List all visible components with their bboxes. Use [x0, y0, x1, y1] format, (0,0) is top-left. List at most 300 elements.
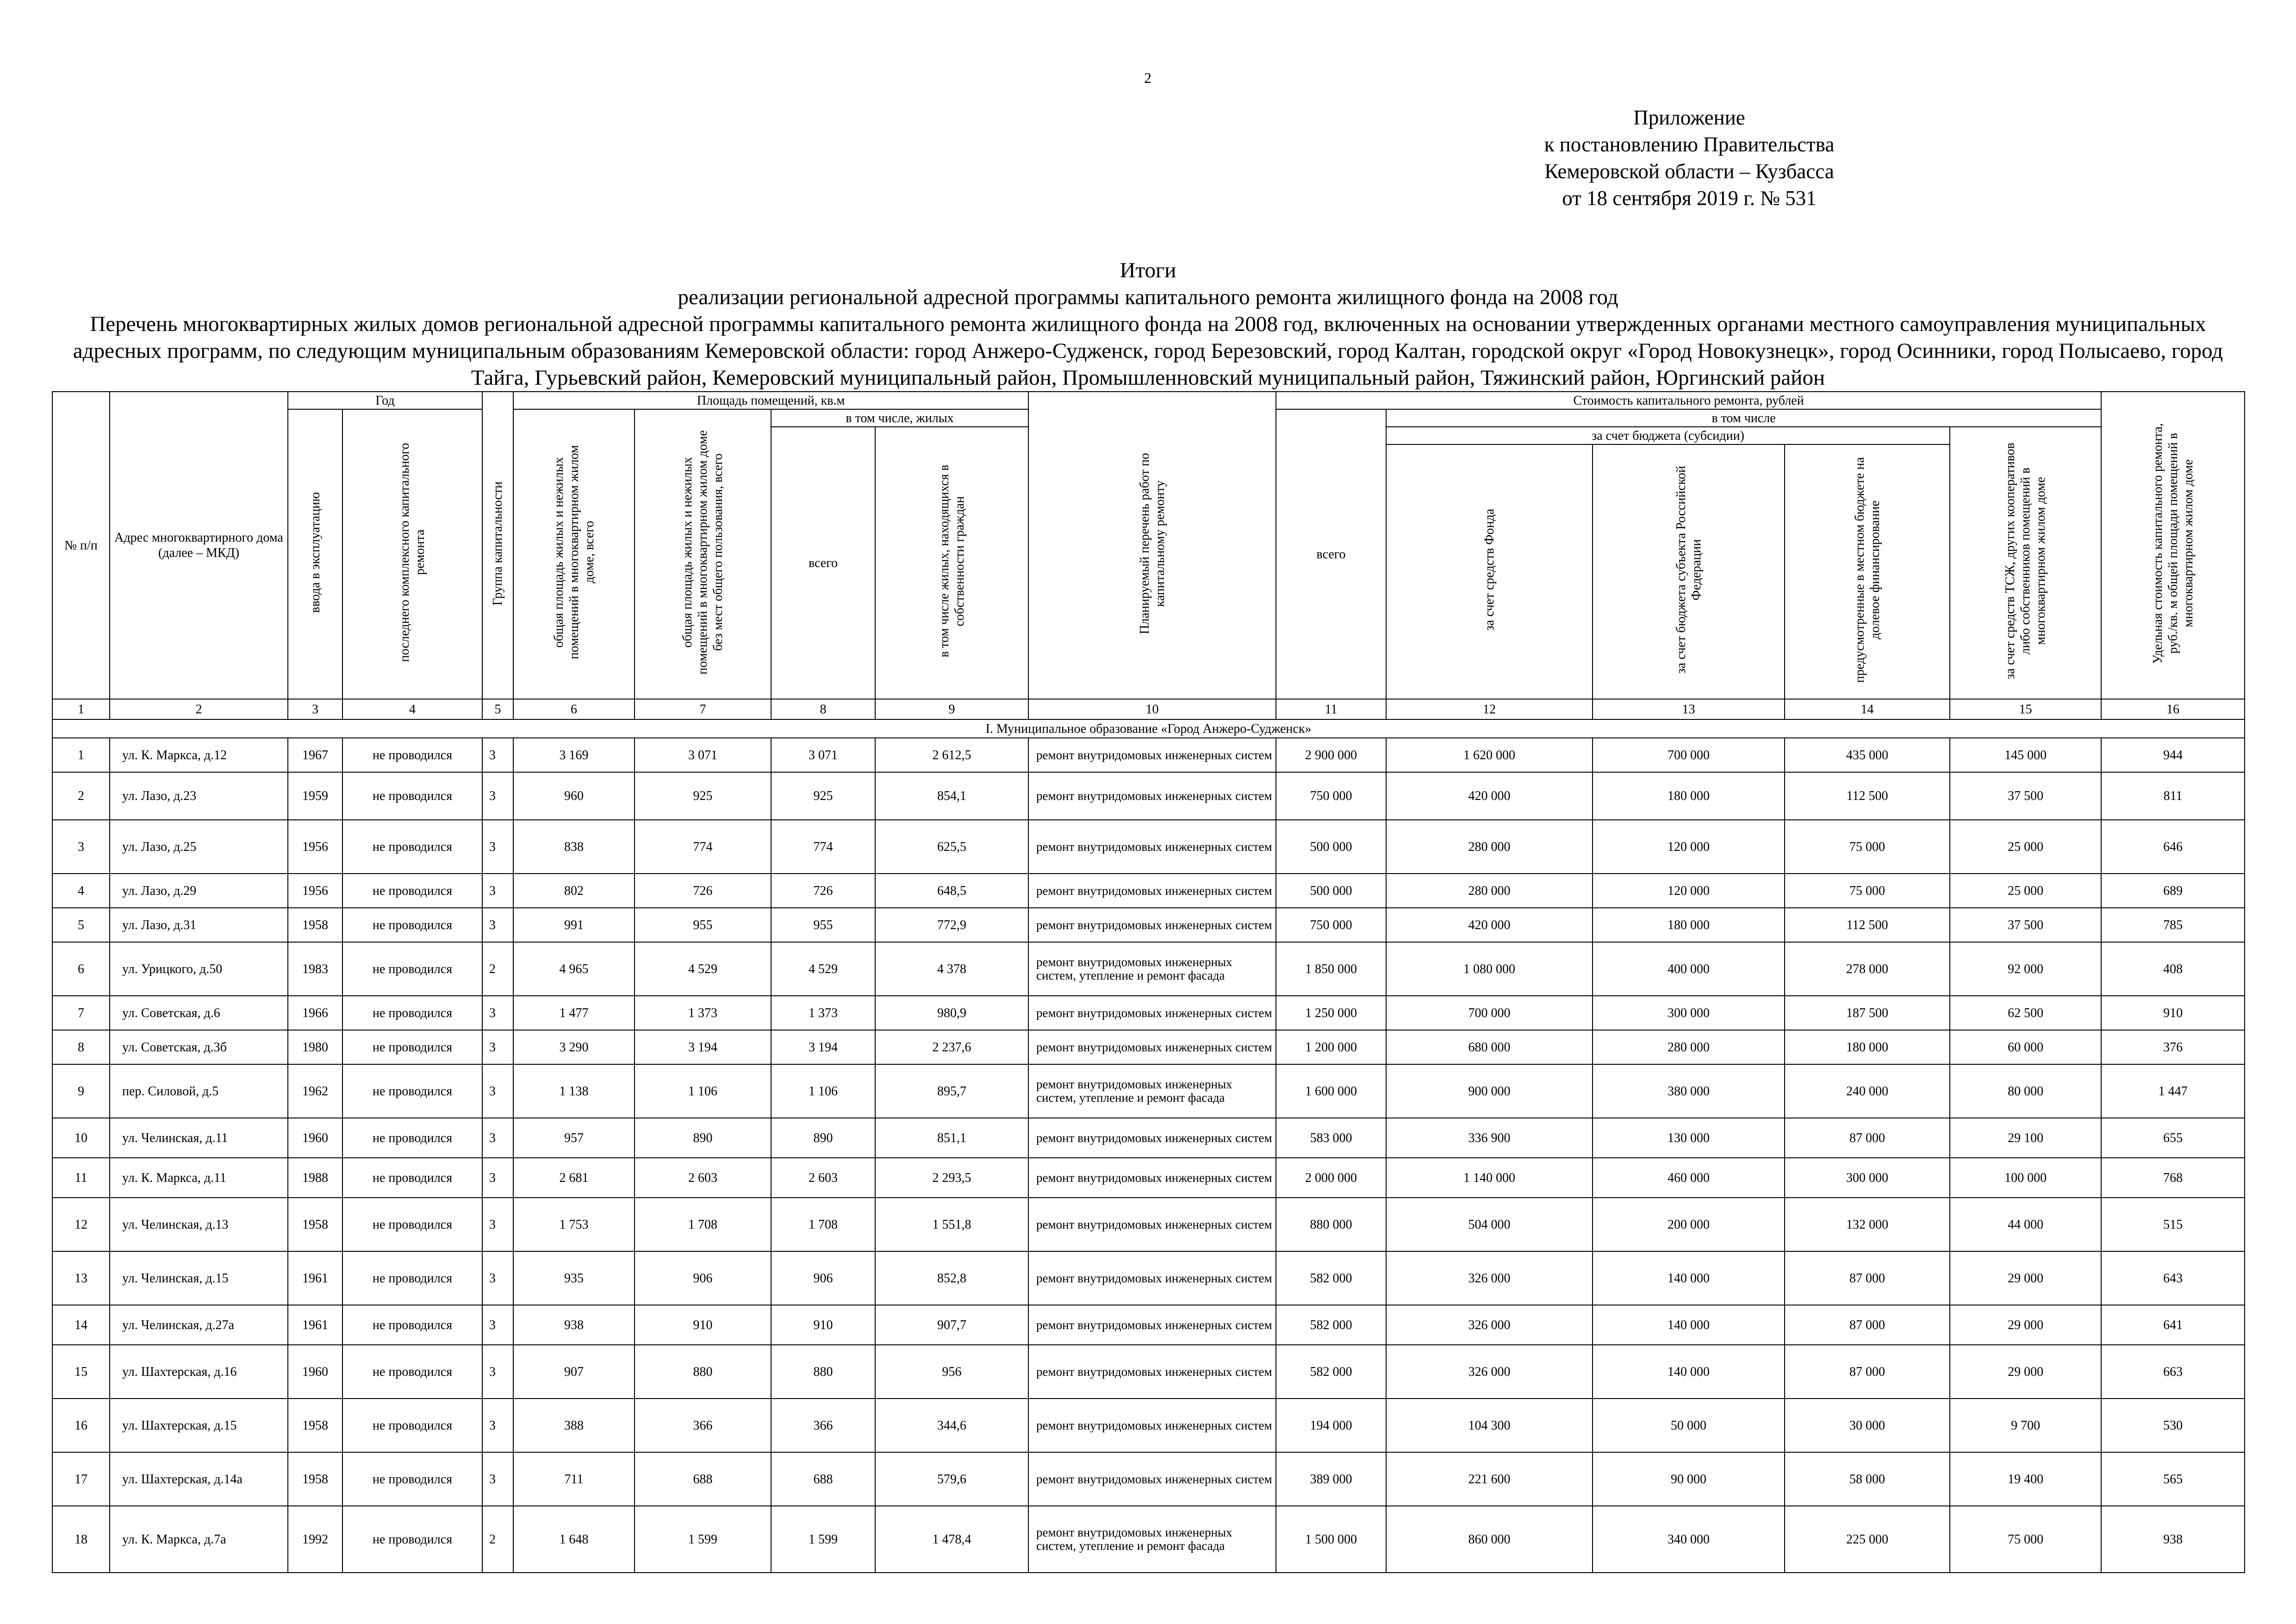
- header-works: Планируемый перечень работ по капитальному ремонту: [1028, 392, 1276, 699]
- row-cost-federal: 280 000: [1593, 1030, 1785, 1064]
- row-cost-fund: 420 000: [1386, 908, 1593, 942]
- table-row: [52, 996, 2245, 1030]
- table-row: [52, 1305, 2245, 1345]
- table-row: [52, 1506, 2245, 1573]
- row-area-total: 3 169: [513, 738, 635, 772]
- row-cost-local: 58 000: [1785, 1452, 1950, 1506]
- row-number: 6: [52, 942, 110, 996]
- row-cost-federal: 400 000: [1593, 942, 1785, 996]
- row-area-living: 1 708: [771, 1198, 875, 1251]
- row-cost-total: 582 000: [1276, 1345, 1386, 1399]
- row-address: ул. Челинская, д.15: [110, 1251, 288, 1305]
- column-number: 13: [1593, 699, 1785, 719]
- row-group: 3: [482, 1158, 513, 1198]
- row-year-last-repair: не проводился: [342, 908, 482, 942]
- row-cost-fund: 280 000: [1386, 874, 1593, 908]
- row-area-no-common: 3 194: [635, 1030, 771, 1064]
- row-unit-cost: 689: [2101, 874, 2245, 908]
- header-year: Год: [288, 392, 482, 409]
- row-cost-fund: 1 140 000: [1386, 1158, 1593, 1198]
- row-year-last-repair: не проводился: [342, 1030, 482, 1064]
- header-group: Группа капитальности: [482, 392, 513, 699]
- column-number: 6: [513, 699, 635, 719]
- appendix-block: [1458, 104, 1921, 212]
- row-year-last-repair: не проводился: [342, 1345, 482, 1399]
- row-cost-local: 132 000: [1785, 1198, 1950, 1251]
- row-cost-federal: 120 000: [1593, 820, 1785, 874]
- row-year-last-repair: не проводился: [342, 820, 482, 874]
- row-cost-total: 582 000: [1276, 1251, 1386, 1305]
- row-cost-owners: 29 000: [1950, 1305, 2101, 1345]
- row-area-no-common: 1 599: [635, 1506, 771, 1573]
- row-area-total: 1 753: [513, 1198, 635, 1251]
- column-number: 3: [288, 699, 342, 719]
- row-address: ул. Шахтерская, д.15: [110, 1399, 288, 1452]
- row-unit-cost: 646: [2101, 820, 2245, 874]
- row-area-no-common: 1 708: [635, 1198, 771, 1251]
- column-number: 11: [1276, 699, 1386, 719]
- row-unit-cost: 663: [2101, 1345, 2245, 1399]
- row-area-living: 774: [771, 820, 875, 874]
- row-cost-fund: 680 000: [1386, 1030, 1593, 1064]
- row-cost-total: 750 000: [1276, 908, 1386, 942]
- row-cost-fund: 700 000: [1386, 996, 1593, 1030]
- row-address: ул. Челинская, д.13: [110, 1198, 288, 1251]
- row-group: 3: [482, 1305, 513, 1345]
- row-year-last-repair: не проводился: [342, 1118, 482, 1158]
- row-cost-fund: 900 000: [1386, 1064, 1593, 1118]
- row-year-commission: 1958: [288, 1399, 342, 1452]
- row-cost-owners: 60 000: [1950, 1030, 2101, 1064]
- column-number: 9: [875, 699, 1028, 719]
- row-cost-federal: 700 000: [1593, 738, 1785, 772]
- row-area-total: 388: [513, 1399, 635, 1452]
- row-area-total: 935: [513, 1251, 635, 1305]
- row-year-commission: 1956: [288, 874, 342, 908]
- row-cost-federal: 200 000: [1593, 1198, 1785, 1251]
- row-area-total: 802: [513, 874, 635, 908]
- row-year-commission: 1958: [288, 1452, 342, 1506]
- row-year-commission: 1958: [288, 1198, 342, 1251]
- row-unit-cost: 641: [2101, 1305, 2245, 1345]
- row-address: ул. Лазо, д.29: [110, 874, 288, 908]
- row-works: ремонт внутридомовых инженерных систем: [1028, 1198, 1276, 1251]
- row-works: ремонт внутридомовых инженерных систем: [1028, 1305, 1276, 1345]
- row-area-living: 910: [771, 1305, 875, 1345]
- row-area-total: 711: [513, 1452, 635, 1506]
- header-area-living-total: всего: [771, 427, 875, 699]
- row-cost-total: 389 000: [1276, 1452, 1386, 1506]
- row-area-no-common: 910: [635, 1305, 771, 1345]
- row-area-living: 925: [771, 772, 875, 820]
- row-area-living: 890: [771, 1118, 875, 1158]
- row-area-living: 4 529: [771, 942, 875, 996]
- row-year-commission: 1980: [288, 1030, 342, 1064]
- title-line: реализации региональной адресной программы капитального ремонта жилищного фонда на 2008 год: [678, 285, 1618, 309]
- row-area-no-common: 4 529: [635, 942, 771, 996]
- page-number: 2: [1144, 69, 1151, 86]
- row-number: 7: [52, 996, 110, 1030]
- column-number: 15: [1950, 699, 2101, 719]
- column-number: 8: [771, 699, 875, 719]
- row-cost-owners: 37 500: [1950, 908, 2101, 942]
- row-cost-federal: 140 000: [1593, 1345, 1785, 1399]
- row-year-last-repair: не проводился: [342, 1399, 482, 1452]
- row-area-private: 1 478,4: [875, 1506, 1028, 1573]
- row-cost-total: 500 000: [1276, 874, 1386, 908]
- row-area-total: 2 681: [513, 1158, 635, 1198]
- table-row: [52, 820, 2245, 874]
- row-group: 2: [482, 1506, 513, 1573]
- row-address: ул. Шахтерская, д.14а: [110, 1452, 288, 1506]
- row-address: ул. Урицкого, д.50: [110, 942, 288, 996]
- header-area-living: в том числе, жилых: [771, 409, 1028, 427]
- row-year-commission: 1956: [288, 820, 342, 874]
- row-cost-total: 583 000: [1276, 1118, 1386, 1158]
- row-works: ремонт внутридомовых инженерных систем: [1028, 1251, 1276, 1305]
- row-cost-owners: 75 000: [1950, 1506, 2101, 1573]
- row-group: 3: [482, 908, 513, 942]
- row-cost-federal: 300 000: [1593, 996, 1785, 1030]
- row-area-no-common: 880: [635, 1345, 771, 1399]
- row-year-commission: 1988: [288, 1158, 342, 1198]
- row-cost-federal: 380 000: [1593, 1064, 1785, 1118]
- row-number: 17: [52, 1452, 110, 1506]
- title-line: Итоги: [1120, 258, 1176, 282]
- row-cost-local: 87 000: [1785, 1251, 1950, 1305]
- row-address: ул. Советская, д.3б: [110, 1030, 288, 1064]
- row-area-living: 880: [771, 1345, 875, 1399]
- row-year-last-repair: не проводился: [342, 1506, 482, 1573]
- row-cost-owners: 80 000: [1950, 1064, 2101, 1118]
- row-works: ремонт внутридомовых инженерных систем: [1028, 1118, 1276, 1158]
- section-title: I. Муниципальное образование «Город Анжеро-Судженск»: [52, 719, 2245, 738]
- row-area-total: 960: [513, 772, 635, 820]
- row-area-living: 955: [771, 908, 875, 942]
- row-area-living: 3 071: [771, 738, 875, 772]
- row-area-private: 2 237,6: [875, 1030, 1028, 1064]
- row-area-no-common: 726: [635, 874, 771, 908]
- header-cost-total: всего: [1276, 409, 1386, 699]
- row-cost-federal: 50 000: [1593, 1399, 1785, 1452]
- row-area-total: 1 477: [513, 996, 635, 1030]
- column-number: 4: [342, 699, 482, 719]
- row-cost-fund: 420 000: [1386, 772, 1593, 820]
- row-group: 3: [482, 1251, 513, 1305]
- row-area-total: 1 138: [513, 1064, 635, 1118]
- header-cost-federal: за счет бюджета субъекта Российской Федерации: [1593, 444, 1785, 699]
- row-area-no-common: 366: [635, 1399, 771, 1452]
- row-area-private: 851,1: [875, 1118, 1028, 1158]
- row-cost-owners: 44 000: [1950, 1198, 2101, 1251]
- row-works: ремонт внутридомовых инженерных систем: [1028, 820, 1276, 874]
- row-area-living: 3 194: [771, 1030, 875, 1064]
- row-works: ремонт внутридомовых инженерных систем: [1028, 1158, 1276, 1198]
- row-cost-federal: 180 000: [1593, 772, 1785, 820]
- row-address: ул. Советская, д.6: [110, 996, 288, 1030]
- column-number: 14: [1785, 699, 1950, 719]
- row-cost-owners: 25 000: [1950, 874, 2101, 908]
- row-works: ремонт внутридомовых инженерных систем: [1028, 1030, 1276, 1064]
- row-area-living: 2 603: [771, 1158, 875, 1198]
- row-cost-owners: 25 000: [1950, 820, 2101, 874]
- header-address: Адрес многоквартирного дома (далее – МКД): [110, 392, 288, 699]
- row-cost-local: 87 000: [1785, 1345, 1950, 1399]
- row-cost-local: 435 000: [1785, 738, 1950, 772]
- row-cost-owners: 29 100: [1950, 1118, 2101, 1158]
- row-year-last-repair: не проводился: [342, 1198, 482, 1251]
- row-cost-federal: 180 000: [1593, 908, 1785, 942]
- row-cost-total: 582 000: [1276, 1305, 1386, 1345]
- row-number: 9: [52, 1064, 110, 1118]
- row-unit-cost: 530: [2101, 1399, 2245, 1452]
- row-area-private: 579,6: [875, 1452, 1028, 1506]
- row-works: ремонт внутридомовых инженерных систем: [1028, 1399, 1276, 1452]
- row-area-no-common: 1 373: [635, 996, 771, 1030]
- row-number: 10: [52, 1118, 110, 1158]
- row-works: ремонт внутридомовых инженерных систем, утепление и ремонт фасада: [1028, 942, 1276, 996]
- row-year-commission: 1966: [288, 996, 342, 1030]
- row-cost-fund: 326 000: [1386, 1251, 1593, 1305]
- row-cost-federal: 90 000: [1593, 1452, 1785, 1506]
- table-row: [52, 1345, 2245, 1399]
- row-unit-cost: 785: [2101, 908, 2245, 942]
- header-unit-cost: Удельная стоимость капитального ремонта, руб./кв. м общей площади помещений в многоквартирном жилом доме: [2101, 392, 2245, 699]
- row-area-private: 772,9: [875, 908, 1028, 942]
- row-cost-total: 1 250 000: [1276, 996, 1386, 1030]
- row-year-last-repair: не проводился: [342, 1251, 482, 1305]
- table-row: [52, 874, 2245, 908]
- row-cost-total: 500 000: [1276, 820, 1386, 874]
- row-area-private: 2 612,5: [875, 738, 1028, 772]
- row-year-last-repair: не проводился: [342, 996, 482, 1030]
- row-area-private: 956: [875, 1345, 1028, 1399]
- table-row: [52, 1452, 2245, 1506]
- row-works: ремонт внутридомовых инженерных систем, утепление и ремонт фасада: [1028, 1506, 1276, 1573]
- row-cost-federal: 130 000: [1593, 1118, 1785, 1158]
- row-cost-total: 1 200 000: [1276, 1030, 1386, 1064]
- row-area-living: 726: [771, 874, 875, 908]
- table-row: [52, 1198, 2245, 1251]
- row-year-last-repair: не проводился: [342, 1158, 482, 1198]
- appendix-line: от 18 сентября 2019 г. № 531: [1562, 187, 1817, 210]
- row-area-living: 1 373: [771, 996, 875, 1030]
- row-number: 13: [52, 1251, 110, 1305]
- header-cost-owners: за счет средств ТСЖ, других кооперативов либо собственников помещений в многоквартирном жилом доме: [1950, 427, 2101, 699]
- row-address: ул. К. Маркса, д.7а: [110, 1506, 288, 1573]
- row-year-last-repair: не проводился: [342, 1064, 482, 1118]
- row-cost-federal: 120 000: [1593, 874, 1785, 908]
- row-number: 5: [52, 908, 110, 942]
- row-works: ремонт внутридомовых инженерных систем: [1028, 1452, 1276, 1506]
- row-unit-cost: 910: [2101, 996, 2245, 1030]
- appendix-line: Кемеровской области – Кузбасса: [1544, 160, 1834, 183]
- row-cost-federal: 340 000: [1593, 1506, 1785, 1573]
- header-cost-incl: в том числе: [1386, 409, 2101, 427]
- row-cost-owners: 37 500: [1950, 772, 2101, 820]
- header-area-total: общая площадь жилых и нежилых помещений в многоквартирном жилом доме, всего: [513, 409, 635, 699]
- row-cost-fund: 326 000: [1386, 1305, 1593, 1345]
- row-area-private: 625,5: [875, 820, 1028, 874]
- header-cost-local: предусмотренные в местном бюджете на долевое финансирование: [1785, 444, 1950, 699]
- row-cost-total: 750 000: [1276, 772, 1386, 820]
- header-area: Площадь помещений, кв.м: [513, 392, 1028, 409]
- row-cost-fund: 221 600: [1386, 1452, 1593, 1506]
- row-number: 16: [52, 1399, 110, 1452]
- row-number: 3: [52, 820, 110, 874]
- row-cost-owners: 29 000: [1950, 1251, 2101, 1305]
- column-number: 2: [110, 699, 288, 719]
- row-unit-cost: 938: [2101, 1506, 2245, 1573]
- row-area-living: 1 599: [771, 1506, 875, 1573]
- row-number: 4: [52, 874, 110, 908]
- row-works: ремонт внутридомовых инженерных систем: [1028, 772, 1276, 820]
- header-year-last-repair: последнего комплексного капитального ремонта: [342, 409, 482, 699]
- row-area-no-common: 3 071: [635, 738, 771, 772]
- row-cost-total: 194 000: [1276, 1399, 1386, 1452]
- row-cost-owners: 29 000: [1950, 1345, 2101, 1399]
- row-year-commission: 1961: [288, 1305, 342, 1345]
- row-area-private: 344,6: [875, 1399, 1028, 1452]
- table-row: [52, 772, 2245, 820]
- row-area-private: 4 378: [875, 942, 1028, 996]
- row-year-commission: 1962: [288, 1064, 342, 1118]
- row-area-private: 907,7: [875, 1305, 1028, 1345]
- document-title: [46, 257, 2250, 391]
- row-cost-fund: 104 300: [1386, 1399, 1593, 1452]
- row-area-total: 1 648: [513, 1506, 635, 1573]
- row-unit-cost: 811: [2101, 772, 2245, 820]
- row-works: ремонт внутридомовых инженерных систем: [1028, 1345, 1276, 1399]
- header-cost-budget: за счет бюджета (субсидии): [1386, 427, 1950, 444]
- row-cost-federal: 460 000: [1593, 1158, 1785, 1198]
- table-row: [52, 1251, 2245, 1305]
- row-area-total: 907: [513, 1345, 635, 1399]
- row-cost-federal: 140 000: [1593, 1305, 1785, 1345]
- row-area-no-common: 2 603: [635, 1158, 771, 1198]
- row-cost-owners: 19 400: [1950, 1452, 2101, 1506]
- row-area-total: 991: [513, 908, 635, 942]
- row-cost-owners: 9 700: [1950, 1399, 2101, 1452]
- row-group: 3: [482, 772, 513, 820]
- row-group: 3: [482, 1118, 513, 1158]
- row-works: ремонт внутридомовых инженерных систем: [1028, 874, 1276, 908]
- row-unit-cost: 408: [2101, 942, 2245, 996]
- row-unit-cost: 643: [2101, 1251, 2245, 1305]
- header-area-living-private: в том числе жилых, находящихся в собственности граждан: [875, 427, 1028, 699]
- row-number: 1: [52, 738, 110, 772]
- row-cost-local: 87 000: [1785, 1118, 1950, 1158]
- row-year-commission: 1961: [288, 1251, 342, 1305]
- table-row: [52, 1030, 2245, 1064]
- row-area-private: 648,5: [875, 874, 1028, 908]
- row-cost-local: 187 500: [1785, 996, 1950, 1030]
- row-address: ул. Шахтерская, д.16: [110, 1345, 288, 1399]
- row-year-commission: 1983: [288, 942, 342, 996]
- table-row: [52, 1064, 2245, 1118]
- row-year-last-repair: не проводился: [342, 772, 482, 820]
- row-group: 3: [482, 1064, 513, 1118]
- column-number: 5: [482, 699, 513, 719]
- row-area-private: 852,8: [875, 1251, 1028, 1305]
- row-area-no-common: 688: [635, 1452, 771, 1506]
- row-area-private: 895,7: [875, 1064, 1028, 1118]
- column-number: 7: [635, 699, 771, 719]
- row-group: 3: [482, 874, 513, 908]
- row-area-no-common: 1 106: [635, 1064, 771, 1118]
- row-cost-fund: 504 000: [1386, 1198, 1593, 1251]
- row-year-commission: 1959: [288, 772, 342, 820]
- row-area-living: 366: [771, 1399, 875, 1452]
- row-works: ремонт внутридомовых инженерных систем: [1028, 738, 1276, 772]
- row-cost-federal: 140 000: [1593, 1251, 1785, 1305]
- row-group: 3: [482, 1198, 513, 1251]
- row-unit-cost: 376: [2101, 1030, 2245, 1064]
- row-number: 14: [52, 1305, 110, 1345]
- row-area-total: 838: [513, 820, 635, 874]
- header-cost-fund: за счет средств Фонда: [1386, 444, 1593, 699]
- column-number: 10: [1028, 699, 1276, 719]
- header-num: № п/п: [52, 392, 110, 699]
- row-area-no-common: 925: [635, 772, 771, 820]
- row-area-private: 980,9: [875, 996, 1028, 1030]
- row-year-last-repair: не проводился: [342, 874, 482, 908]
- row-cost-total: 2 000 000: [1276, 1158, 1386, 1198]
- row-number: 15: [52, 1345, 110, 1399]
- row-cost-total: 1 600 000: [1276, 1064, 1386, 1118]
- row-cost-fund: 326 000: [1386, 1345, 1593, 1399]
- row-unit-cost: 1 447: [2101, 1064, 2245, 1118]
- row-group: 3: [482, 996, 513, 1030]
- row-cost-total: 2 900 000: [1276, 738, 1386, 772]
- row-address: ул. К. Маркса, д.11: [110, 1158, 288, 1198]
- row-area-no-common: 955: [635, 908, 771, 942]
- row-area-total: 957: [513, 1118, 635, 1158]
- row-address: пер. Силовой, д.5: [110, 1064, 288, 1118]
- row-cost-local: 240 000: [1785, 1064, 1950, 1118]
- row-year-commission: 1967: [288, 738, 342, 772]
- row-unit-cost: 768: [2101, 1158, 2245, 1198]
- row-unit-cost: 944: [2101, 738, 2245, 772]
- row-cost-total: 1 500 000: [1276, 1506, 1386, 1573]
- row-unit-cost: 655: [2101, 1118, 2245, 1158]
- row-area-no-common: 890: [635, 1118, 771, 1158]
- row-cost-fund: 860 000: [1386, 1506, 1593, 1573]
- row-area-no-common: 906: [635, 1251, 771, 1305]
- row-address: ул. Лазо, д.25: [110, 820, 288, 874]
- row-area-total: 938: [513, 1305, 635, 1345]
- table-row: [52, 1158, 2245, 1198]
- row-works: ремонт внутридомовых инженерных систем, утепление и ремонт фасада: [1028, 1064, 1276, 1118]
- row-cost-local: 87 000: [1785, 1305, 1950, 1345]
- row-unit-cost: 565: [2101, 1452, 2245, 1506]
- row-group: 3: [482, 738, 513, 772]
- row-cost-local: 112 500: [1785, 772, 1950, 820]
- row-area-living: 688: [771, 1452, 875, 1506]
- header-area-no-common: общая площадь жилых и нежилых помещений в многоквартирном жилом доме без мест общего пользования, всего: [635, 409, 771, 699]
- row-cost-local: 75 000: [1785, 874, 1950, 908]
- table-row: [52, 1118, 2245, 1158]
- row-cost-local: 300 000: [1785, 1158, 1950, 1198]
- row-year-last-repair: не проводился: [342, 1452, 482, 1506]
- row-address: ул. К. Маркса, д.12: [110, 738, 288, 772]
- row-group: 2: [482, 942, 513, 996]
- row-year-commission: 1960: [288, 1118, 342, 1158]
- column-number: 16: [2101, 699, 2245, 719]
- column-number: 12: [1386, 699, 1593, 719]
- row-area-living: 1 106: [771, 1064, 875, 1118]
- row-group: 3: [482, 1030, 513, 1064]
